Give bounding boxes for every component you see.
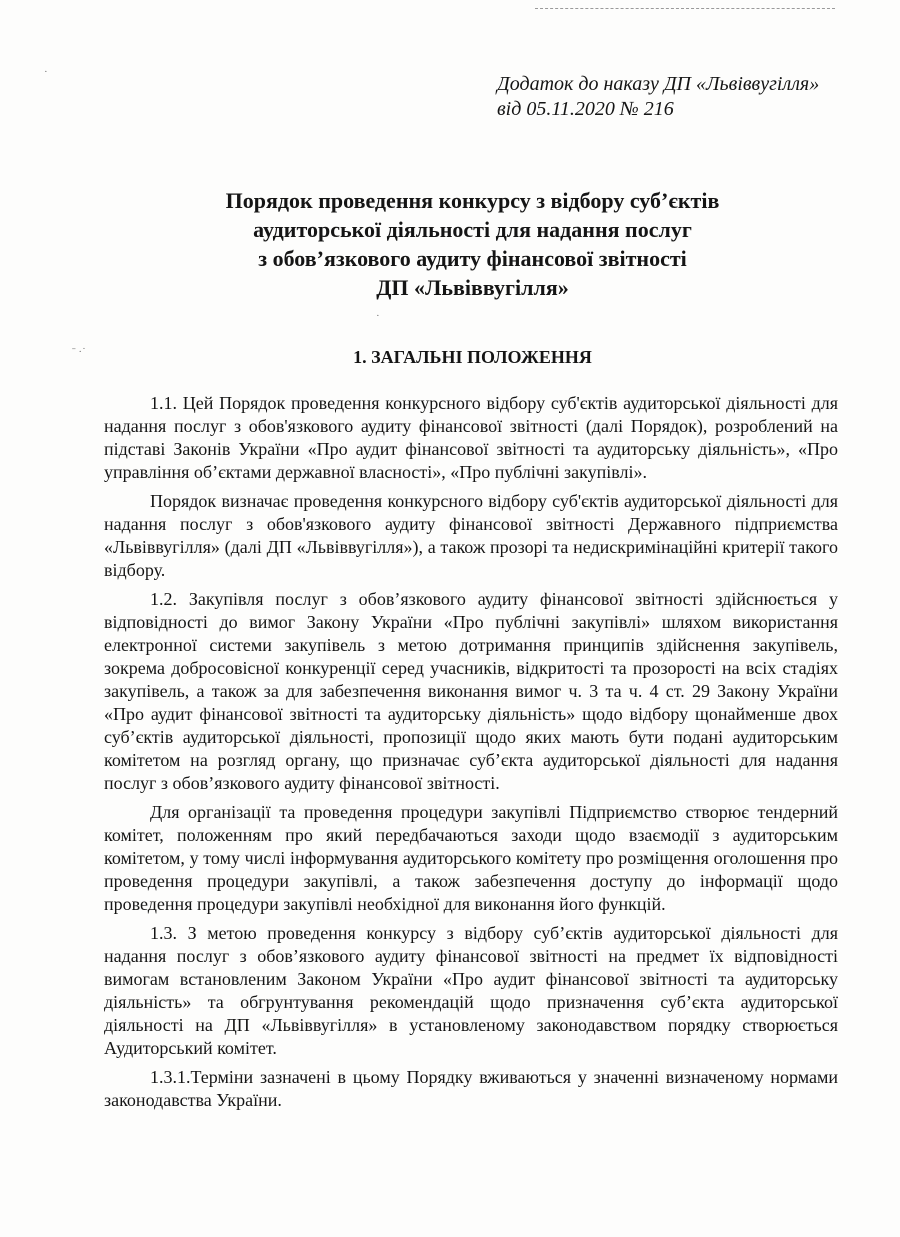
scan-speck: · (376, 310, 380, 322)
paragraph-order-scope: Порядок визначає проведення конкурсного відбору суб'єктів аудиторської діяльності для надання послуг з обов'язкового аудиту фінансової звітності Державного підприємства «Львіввугілля» (далі ДП «Львіввугілля»), а також прозорі та недискримінаційні критерії такого відбору. (104, 491, 838, 580)
paragraph-tender-committee: Для організації та проведення процедури закупівлі Підприємство створює тендерний комітет, положенням про який передбачаються заходи щодо взаємодії з аудиторським комітетом, у тому числі інформування аудиторського комітету про розміщення оголошення про проведення процедури закупівлі, а також забезпечення доступу до інформації щодо проведення процедури закупівлі необхідної для виконання його функцій. (104, 802, 838, 914)
scan-speck: · (44, 66, 48, 78)
annex-line-1: Додаток до наказу ДП «Львіввугілля» (497, 73, 820, 95)
annex-line-2: від 05.11.2020 № 216 (497, 98, 674, 120)
document-title (0, 186, 900, 302)
paragraph-1-3: 1.3. З метою проведення конкурсу з відбору суб’єктів аудиторської діяльності для надання послуг з обов’язкового аудиту фінансової звітності на предмет їх відповідності вимогам встановленим Законом України «Про аудит фінансової звітності та аудиторську діяльність» та обгрунтування рекомендацій щодо призначення суб’єкта аудиторської діяльності на ДП «Львіввугілля» в установленому законодавством порядку створюється Аудиторський комітет. (104, 923, 838, 1058)
scan-top-rule (535, 8, 835, 9)
title-line-4: ДП «Львіввугілля» (376, 275, 569, 300)
paragraph-1-3-1: 1.3.1.Терміни зазначені в цьому Порядку вживаються у значенні визначеному нормами законодавства України. (104, 1067, 838, 1110)
scan-speck: ˉ ·˙ (72, 346, 86, 358)
section-heading: 1. ЗАГАЛЬНІ ПОЛОЖЕННЯ (353, 347, 592, 367)
paragraph-1-2: 1.2. Закупівля послуг з обов’язкового аудиту фінансової звітності здійснюється у відповідності до вимог Закону України «Про публічні закупівлі» шляхом використання електронної системи закупівель з метою дотримання принципів здійснення закупівель, зокрема добросовісної конкуренції серед учасників, відкритості та прозорості на всіх стадіях закупівель, а також за для забезпечення виконання вимог ч. 3 та ч. 4 ст. 29 Закону України «Про аудит фінансової звітності та аудиторську діяльність» щодо відбору щонайменше двох суб’єктів аудиторської діяльності, пропозиції щодо яких мають бути подані аудиторським комітетом на розгляд органу, що призначає суб’єкта аудиторської діяльності для надання послуг з обов’язкового аудиту фінансової звітності. (104, 589, 838, 793)
title-line-2: аудиторської діяльності для надання послуг (253, 217, 692, 242)
title-line-3: з обов’язкового аудиту фінансової звітності (258, 246, 687, 271)
title-line-1: Порядок проведення конкурсу з відбору суб’єктів (225, 188, 720, 213)
annex-note (497, 72, 819, 122)
section-body (104, 392, 838, 1112)
paragraph-1-1: 1.1. Цей Порядок проведення конкурсного відбору суб'єктів аудиторської діяльності для надання послуг з обов'язкового аудиту фінансової звітності (далі Порядок), розроблений на підставі Законів України «Про аудит фінансової звітності та аудиторську діяльність», «Про управління об’єктами державної власності», «Про публічні закупівлі». (104, 393, 838, 482)
